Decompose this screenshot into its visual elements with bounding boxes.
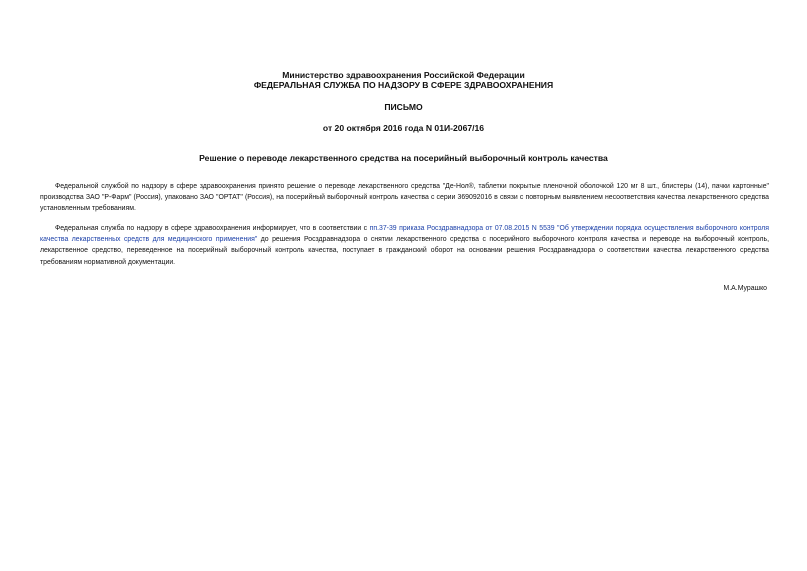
service-name: ФЕДЕРАЛЬНАЯ СЛУЖБА ПО НАДЗОРУ В СФЕРЕ ЗДРАВООХРАНЕНИЯ	[253, 80, 554, 90]
ministry-name: Министерство здравоохранения Российской Федерации	[282, 70, 525, 80]
signature: М.А.Мурашко	[723, 285, 767, 292]
body-paragraph-1: Федеральной службой по надзору в сфере здравоохранения принято решение о переводе лекарственного средства "Де-Нол®, таблетки покрытые пленочной оболочкой 120 мг 8 шт., блистеры (14), пачки картонные" производства ЗАО "Р-Фарм" (Россия), упаковано ЗАО "ОРТАТ" (Россия), на посерийный выборочный контроль качества с серии 369092016 в связи с повторным выявлением несоответствия качества лекарственного средства установленным требованиям.	[40, 183, 769, 213]
document-date-number: от 20 октября 2016 года N 01И-2067/16	[322, 123, 485, 133]
paragraph-2-text-start: Федеральная служба по надзору в сфере здравоохранения информирует, что в соответствии с	[55, 225, 370, 232]
document-type: ПИСЬМО	[384, 102, 423, 112]
body-paragraph-2	[40, 223, 769, 268]
paragraph-2-text-end: до решения Росздравнадзора о снятии лекарственного средства с посерийного выборочного контроля качества и переводе на выборочный контроль, лекарственное средство, переведенное на посерийный выборочный контроль качества, поступает в гражданский оборот на основании решения Росздравнадзора о соответствии качества лекарственного средства требованиям нормативной документации.	[40, 236, 769, 266]
order-link[interactable]: приказа Росздравнадзора от 07.08.2015 N 5539 "Об утверждении порядка осуществления выборочного контроля качества лекарственных средств для медицинского применения"	[40, 225, 770, 244]
clauses-link[interactable]: пп.37-39	[369, 225, 397, 232]
document-title: Решение о переводе лекарственного средства на посерийный выборочный контроль качества	[199, 153, 608, 163]
